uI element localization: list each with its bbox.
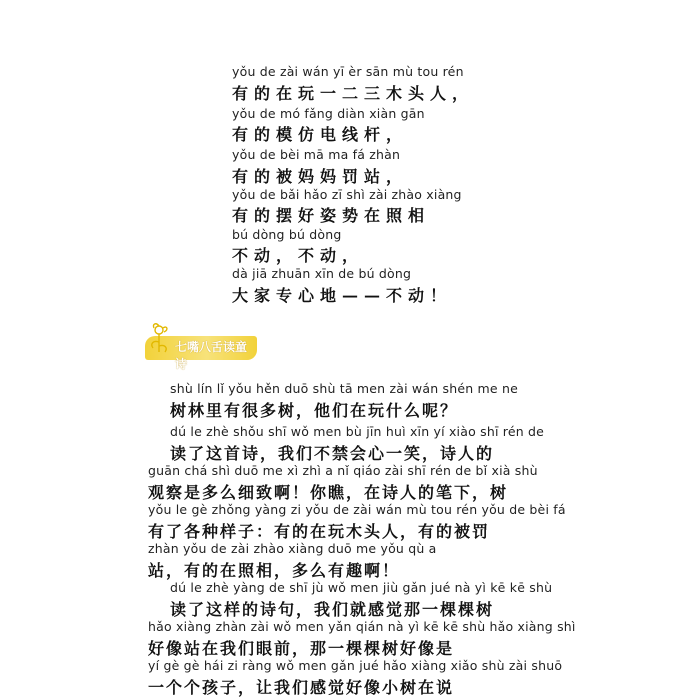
poem-hanzi-line: 大家专心地——不动！ <box>232 286 453 305</box>
commentary-pinyin-line: yí gè gè hái zi ràng wǒ men gǎn jué hǎo xiàng xiǎo shù zài shuō <box>148 658 563 673</box>
poem-hanzi-line: 有的模仿电线杆， <box>232 125 409 144</box>
poem-pinyin-line: bú dòng bú dòng <box>232 227 342 242</box>
commentary-pinyin-line: hǎo xiàng zhàn zài wǒ men yǎn qián nà yì kē kē shù hǎo xiàng shì <box>148 619 576 634</box>
commentary-hanzi-line: 有了各种样子：有的在玩木头人，有的被罚 <box>148 522 491 541</box>
commentary-pinyin-line: guān chá shì duō me xì zhì a nǐ qiáo zài shī rén de bǐ xià shù <box>148 463 538 478</box>
poem-pinyin-line: yǒu de zài wán yī èr sān mù tou rén <box>232 64 464 79</box>
poem-pinyin-line: yǒu de mó fǎng diàn xiàn gān <box>232 106 425 121</box>
flower-ornament-icon <box>147 322 171 360</box>
poem-pinyin-line: yǒu de bèi mā ma fá zhàn <box>232 147 401 162</box>
commentary-pinyin-line: dú le zhè shǒu shī wǒ men bù jīn huì xīn yí xiào shī rén de <box>170 424 545 439</box>
commentary-hanzi-line: 好像站在我们眼前，那一棵棵树好像是 <box>148 639 455 658</box>
poem-pinyin-line: yǒu de bǎi hǎo zī shì zài zhào xiàng <box>232 187 462 202</box>
poem-hanzi-line: 有的摆好姿势在照相 <box>232 206 431 225</box>
commentary-hanzi-line: 一个个孩子，让我们感觉好像小树在说 <box>148 678 455 697</box>
poem-hanzi-line: 有的在玩一二三木头人， <box>232 84 475 103</box>
commentary-hanzi-line: 站，有的在照相，多么有趣啊！ <box>148 561 401 580</box>
section-heading-title: 七嘴八舌读童诗 <box>175 340 248 371</box>
commentary-hanzi-line: 读了这样的诗句，我们就感觉那一棵棵树 <box>170 600 495 619</box>
commentary-pinyin-line: yǒu le gè zhǒng yàng zi yǒu de zài wán mù tou rén yǒu de bèi fá <box>148 502 566 517</box>
commentary-pinyin-line: shù lín lǐ yǒu hěn duō shù tā men zài wán shén me ne <box>170 381 518 396</box>
commentary-pinyin-line: dú le zhè yàng de shī jù wǒ men jiù gǎn jué nà yì kē kē shù <box>170 580 553 595</box>
poem-hanzi-line: 不动，不动， <box>232 246 365 265</box>
commentary-hanzi-line: 树林里有很多树，他们在玩什么呢？ <box>170 401 459 420</box>
commentary-pinyin-line: zhàn yǒu de zài zhào xiàng duō me yǒu qù a <box>148 541 437 556</box>
poem-hanzi-line: 有的被妈妈罚站， <box>232 167 409 186</box>
section-heading <box>145 322 257 371</box>
commentary-hanzi-line: 观察是多么细致啊！你瞧，在诗人的笔下，树 <box>148 483 509 502</box>
poem-pinyin-line: dà jiā zhuān xīn de bú dòng <box>232 266 412 281</box>
commentary-hanzi-line: 读了这首诗，我们不禁会心一笑，诗人的 <box>170 444 495 463</box>
